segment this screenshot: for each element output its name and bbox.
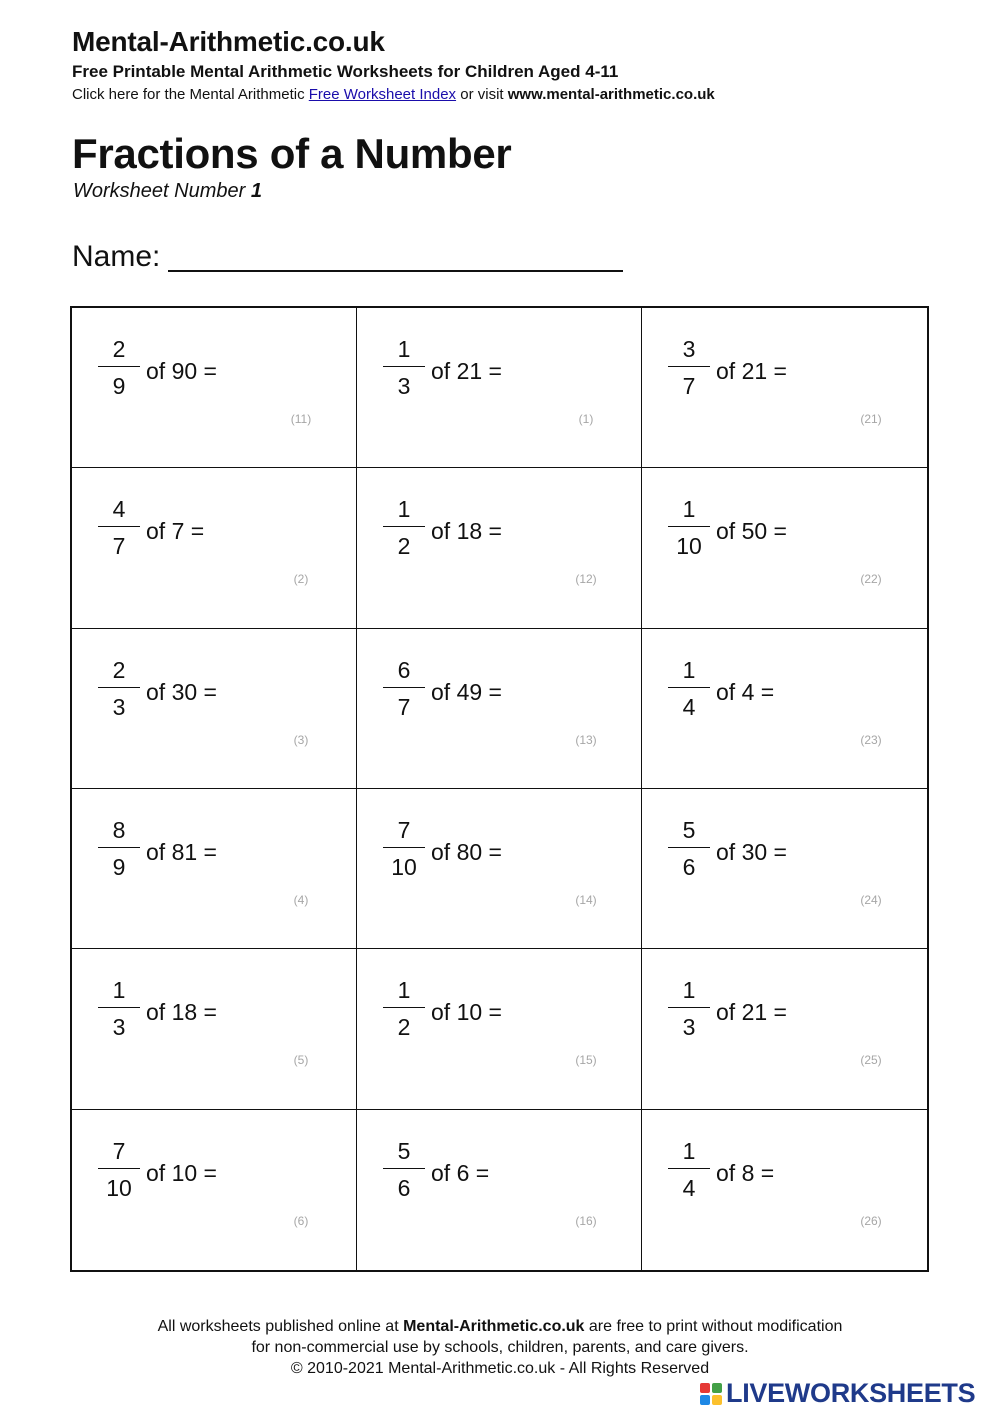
question-grid — [70, 306, 929, 1272]
question-cell — [642, 308, 927, 468]
question-expression: of 30 = — [146, 678, 217, 705]
denominator: 9 — [112, 853, 126, 880]
question-cell — [642, 1110, 927, 1270]
fraction — [98, 656, 140, 720]
fraction-bar — [98, 687, 140, 688]
question-cell — [642, 789, 927, 949]
fraction — [383, 498, 425, 558]
question-number: (6) — [293, 1213, 309, 1228]
question-cell — [72, 308, 357, 468]
fraction — [383, 656, 425, 720]
numerator: 1 — [112, 977, 126, 1004]
fraction-bar — [98, 1007, 140, 1008]
question-number: (14) — [575, 892, 597, 907]
fraction-bar — [668, 847, 710, 848]
question-cell — [357, 1110, 642, 1270]
numerator: 6 — [397, 656, 411, 683]
denominator: 2 — [397, 533, 411, 560]
fraction-bar — [98, 847, 140, 848]
question-cell — [357, 308, 642, 468]
fraction — [98, 979, 140, 1039]
denominator: 3 — [682, 1014, 696, 1041]
fraction — [98, 1137, 140, 1201]
numerator: 5 — [682, 816, 696, 843]
fraction — [383, 1137, 425, 1201]
denominator: 3 — [397, 373, 411, 399]
name-field[interactable] — [168, 242, 623, 272]
question-expression: of 6 = — [431, 1159, 490, 1186]
question-number: (11) — [290, 412, 312, 426]
fraction-bar — [383, 687, 425, 688]
name-row — [72, 240, 623, 274]
question-expression: of 81 = — [146, 838, 217, 865]
liveworksheets-logo-icon — [700, 1383, 722, 1405]
numerator: 8 — [112, 816, 126, 843]
denominator: 3 — [112, 693, 126, 720]
question-number: (2) — [293, 572, 309, 587]
numerator: 4 — [112, 496, 126, 523]
fraction — [98, 338, 140, 398]
fraction — [668, 816, 710, 880]
denominator: 10 — [676, 533, 702, 560]
denominator: 2 — [397, 1014, 411, 1041]
question-number: (16) — [575, 1213, 597, 1228]
fraction-bar — [383, 526, 425, 527]
denominator: 4 — [682, 1174, 696, 1201]
fraction — [668, 656, 710, 720]
question-expression: of 21 = — [716, 358, 787, 384]
question-cell — [357, 468, 642, 628]
denominator: 6 — [397, 1174, 411, 1201]
question-expression: of 7 = — [146, 518, 205, 545]
worksheet-number-line — [73, 180, 262, 203]
numerator: 1 — [682, 977, 696, 1004]
site-tagline: Free Printable Mental Arithmetic Worksheets for Children Aged 4-11 — [72, 62, 619, 81]
question-number: (24) — [860, 892, 882, 907]
footer-site: Mental-Arithmetic.co.uk — [403, 1318, 585, 1335]
footer-line-3: © 2010-2021 Mental-Arithmetic.co.uk - All Rights Reserved — [290, 1360, 710, 1377]
question-cell — [357, 629, 642, 789]
question-expression: of 8 = — [716, 1159, 775, 1186]
question-number: (13) — [575, 732, 597, 747]
worksheet-number: 1 — [250, 180, 262, 202]
fraction — [668, 979, 710, 1039]
question-cell — [72, 629, 357, 789]
question-expression: of 10 = — [146, 1159, 217, 1186]
fraction-bar — [383, 1007, 425, 1008]
numerator: 1 — [682, 1137, 696, 1164]
fraction-bar — [98, 526, 140, 527]
question-expression: of 50 = — [716, 518, 787, 545]
fraction — [98, 498, 140, 558]
fraction-bar — [383, 1168, 425, 1169]
numerator: 1 — [397, 336, 411, 362]
denominator: 6 — [682, 853, 696, 880]
question-number: (21) — [860, 412, 882, 426]
numerator: 1 — [397, 496, 411, 523]
numerator: 2 — [112, 336, 126, 362]
question-expression: of 21 = — [431, 358, 502, 384]
fraction — [383, 338, 425, 398]
denominator: 7 — [112, 533, 126, 560]
question-expression: of 4 = — [716, 678, 775, 705]
numerator: 2 — [112, 656, 126, 683]
numerator: 1 — [682, 496, 696, 523]
denominator: 10 — [106, 1174, 132, 1201]
question-cell — [72, 468, 357, 628]
brand-name: LIVEWORKSHEETS — [726, 1378, 976, 1408]
worksheet-number-label: Worksheet Number — [73, 180, 246, 202]
question-number: (26) — [860, 1213, 882, 1228]
fraction-bar — [98, 1168, 140, 1169]
fraction — [668, 498, 710, 558]
fraction — [668, 1137, 710, 1201]
footer-line-2: for non-commercial use by schools, children, parents, and care givers. — [251, 1339, 749, 1356]
question-expression: of 80 = — [431, 838, 502, 865]
index-mid: or visit — [460, 86, 504, 103]
site-url: www.mental-arithmetic.co.uk — [507, 86, 715, 103]
question-cell — [72, 1110, 357, 1270]
question-expression: of 90 = — [146, 358, 217, 384]
question-cell — [72, 949, 357, 1109]
denominator: 4 — [682, 693, 696, 720]
numerator: 7 — [397, 816, 411, 843]
fraction-bar — [98, 366, 140, 367]
question-expression: of 21 = — [716, 999, 787, 1026]
denominator: 7 — [397, 693, 411, 720]
numerator: 1 — [397, 977, 411, 1004]
footer — [0, 1316, 1000, 1379]
question-number: (23) — [860, 732, 882, 747]
worksheet-index-link[interactable]: Free Worksheet Index — [308, 86, 457, 103]
question-expression: of 18 = — [431, 518, 502, 545]
numerator: 7 — [112, 1137, 126, 1164]
question-number: (22) — [860, 572, 882, 587]
question-cell — [642, 468, 927, 628]
site-title: Mental-Arithmetic.co.uk — [72, 26, 385, 57]
fraction-bar — [383, 847, 425, 848]
numerator: 1 — [682, 656, 696, 683]
numerator: 5 — [397, 1137, 411, 1164]
fraction-bar — [383, 366, 425, 367]
fraction-bar — [668, 526, 710, 527]
question-expression: of 18 = — [146, 999, 217, 1026]
numerator: 3 — [682, 336, 696, 362]
question-cell — [357, 949, 642, 1109]
name-label: Name: — [72, 240, 161, 273]
liveworksheets-brand — [700, 1378, 975, 1409]
question-expression: of 10 = — [431, 999, 502, 1026]
question-number: (1) — [578, 412, 594, 426]
fraction-bar — [668, 1168, 710, 1169]
fraction — [383, 816, 425, 880]
question-number: (15) — [575, 1053, 597, 1068]
question-number: (4) — [293, 892, 309, 907]
denominator: 10 — [391, 853, 417, 880]
fraction — [98, 816, 140, 880]
index-prefix: Click here for the Mental Arithmetic — [72, 86, 305, 103]
worksheet-title: Fractions of a Number — [72, 130, 512, 177]
index-line — [72, 86, 715, 103]
fraction-bar — [668, 1007, 710, 1008]
question-cell — [357, 789, 642, 949]
question-expression: of 30 = — [716, 838, 787, 865]
question-expression: of 49 = — [431, 678, 502, 705]
denominator: 9 — [112, 373, 126, 399]
question-cell — [642, 629, 927, 789]
fraction-bar — [668, 366, 710, 367]
denominator: 3 — [112, 1014, 126, 1041]
fraction-bar — [668, 687, 710, 688]
question-cell — [72, 789, 357, 949]
fraction — [383, 979, 425, 1039]
question-number: (3) — [293, 732, 309, 747]
question-number: (25) — [860, 1053, 882, 1068]
question-cell — [642, 949, 927, 1109]
denominator: 7 — [682, 373, 696, 399]
fraction — [668, 338, 710, 398]
question-number: (12) — [575, 572, 597, 587]
question-number: (5) — [293, 1053, 309, 1068]
footer-line-1: All worksheets published online at Mental-Arithmetic.co.uk are free to print without modification — [157, 1318, 843, 1335]
